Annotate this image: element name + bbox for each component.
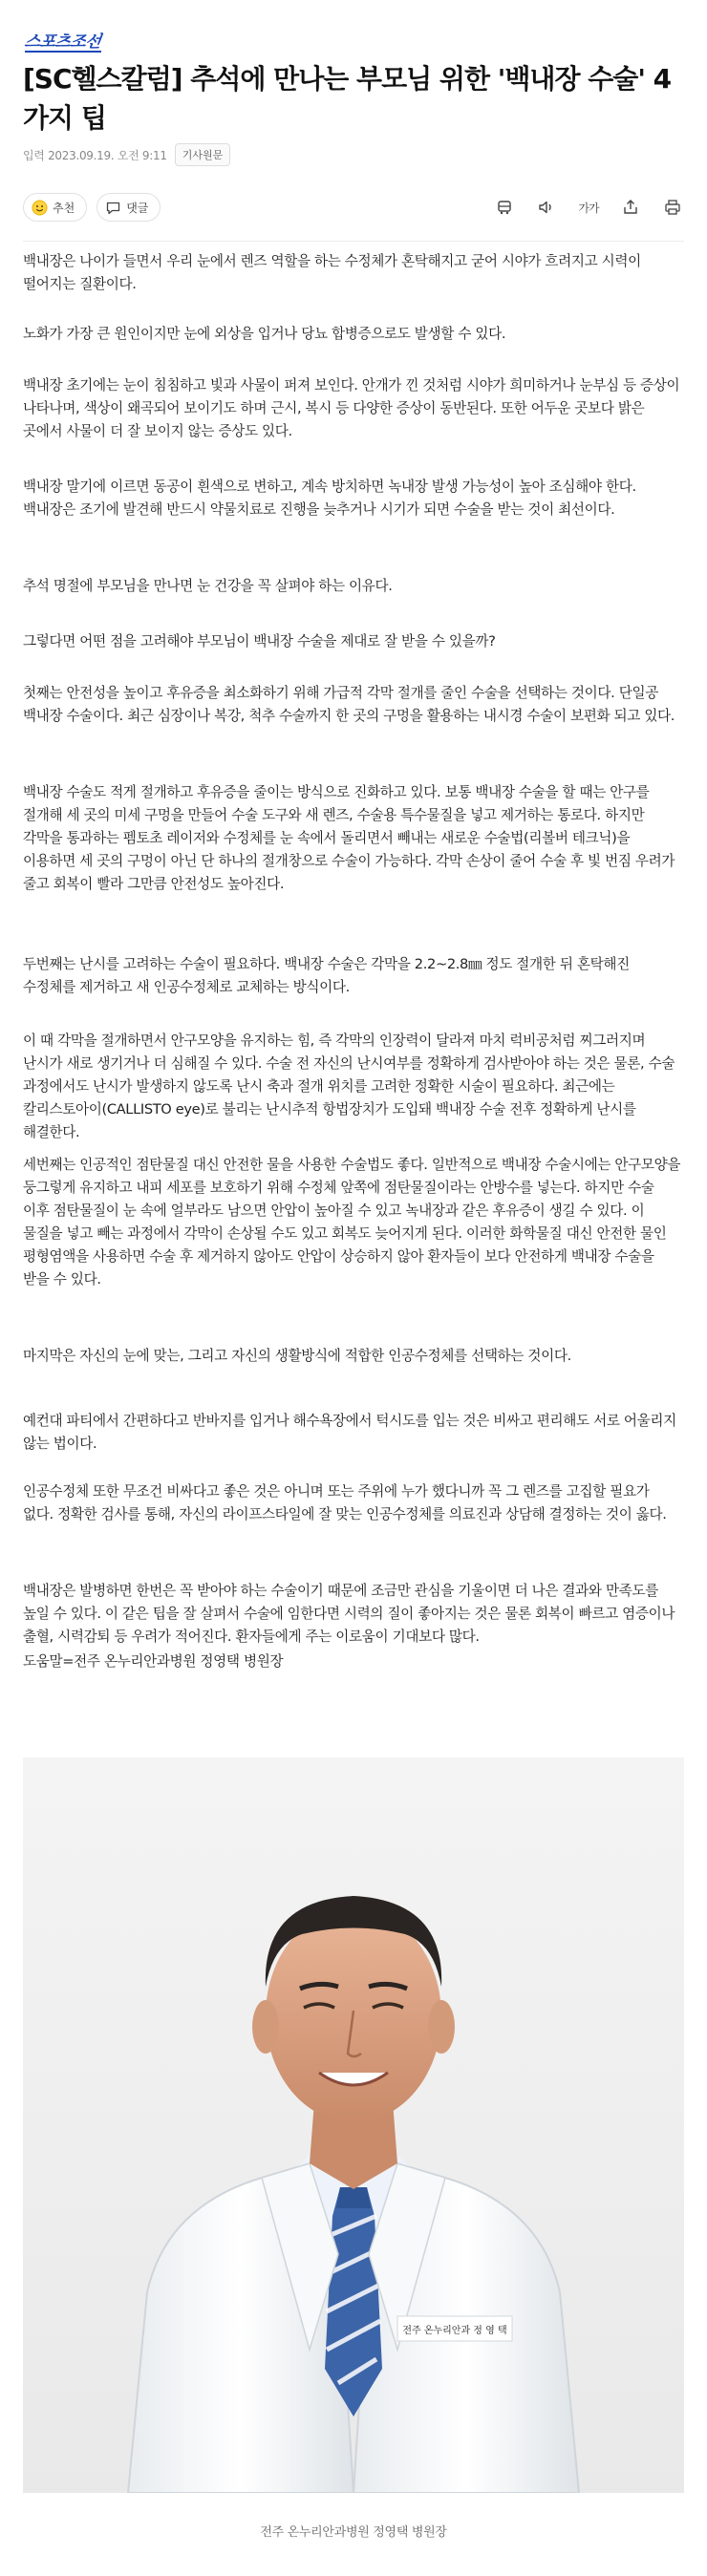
body-paragraph: 백내장 초기에는 눈이 침침하고 빛과 사물이 퍼져 보인다. 안개가 낀 것처럼 시야가 희미하거나 눈부심 등 증상이 나타나며, 색상이 왜곡되어 보이기도 하며 근시, 복시 등 다양한 증상이 동반된다. 또한 어두운 곳보다 밝은 곳에서 사물이 더 잘 보이지 않는 증상도 있다. <box>23 377 680 439</box>
action-bar <box>23 191 684 224</box>
speaker-icon[interactable] <box>535 196 558 219</box>
smile-icon <box>32 200 48 216</box>
print-icon[interactable] <box>661 196 684 219</box>
bus-icon[interactable] <box>493 196 516 219</box>
comment-button[interactable] <box>96 193 161 222</box>
recommend-button[interactable] <box>23 193 87 222</box>
article-photo <box>23 1757 684 2493</box>
body-paragraph: 백내장 수술도 적게 절개하고 후유증을 줄이는 방식으로 진화하고 있다. 보통 백내장 수술을 할 때는 안구를 절개해 세 곳의 미세 구멍을 만들어 수술 도구와 새 렌즈, 수술용 특수물질을 넣고 제거하는 통로다. 하지만 각막을 통과하는 펨토초 레이저와 수정체를 눈 속에서 돌리면서 빼내는 새로운 수술법(리볼버 테크닉)을 이용하면 세 곳의 구멍이 아닌 단 하나의 절개창으로 수술이 가능하다. 각막 손상이 줄어 수술 후 빛 번짐 우려가 줄고 회복이 빨라 그만큼 안전성도 높아진다. <box>23 784 675 892</box>
body-paragraph: 그렇다면 어떤 점을 고려해야 부모님이 백내장 수술을 제대로 잘 받을 수 있을까? <box>23 633 496 649</box>
article-tools <box>493 196 684 219</box>
reaction-group <box>23 193 161 222</box>
share-icon[interactable] <box>619 196 642 219</box>
header-divider <box>23 241 684 242</box>
press-logo[interactable] <box>25 29 101 50</box>
photo-caption: 전주 온누리안과병원 정영택 병원장 <box>260 2525 447 2540</box>
font-size-icon[interactable] <box>577 196 600 219</box>
body-paragraph: 두번째는 난시를 고려하는 수술이 필요하다. 백내장 수술은 각막을 2.2~2.8㎜ 정도 절개한 뒤 혼탁해진 수정체를 제거하고 새 인공수정체로 교체하는 방식이다. <box>23 956 630 995</box>
body-paragraph: 백내장은 발병하면 한번은 꼭 받아야 하는 수술이기 때문에 조금만 관심을 기울이면 더 나은 결과와 만족도를 높일 수 있다. 이 같은 팁을 잘 살펴서 수술에 임한다면 시력의 질이 좋아지는 것은 물론 회복이 빠르고 염증이나 출혈, 시력감퇴 등 우려가 적어진다. 환자들에게 주는 이로움이 기대보다 많다. <box>23 1583 675 1645</box>
body-paragraph: 인공수정체 또한 무조건 비싸다고 좋은 것은 아니며 또는 주위에 누가 했다니까 꼭 그 렌즈를 고집할 필요가 없다. 정확한 검사를 통해, 자신의 라이프스타일에 잘 맞는 인공수정체를 의료진과 상담해 결정하는 것이 옳다. <box>23 1483 667 1522</box>
recommend-label: 추천 <box>53 201 75 215</box>
article-meta <box>23 143 230 166</box>
body-paragraph: 백내장 말기에 이르면 동공이 흰색으로 변하고, 계속 방치하면 녹내장 발생 가능성이 높아 조심해야 한다. 백내장은 조기에 발견해 반드시 약물치료로 진행을 늦추거나 시기가 되면 수술을 받는 것이 최선이다. <box>23 479 636 518</box>
press-logo-underline <box>25 51 101 53</box>
article-title: [SC헬스칼럼] 추석에 만나는 부모님 위한 '백내장 수술' 4가지 팁 <box>23 63 672 134</box>
body-paragraph: 마지막은 자신의 눈에 맞는, 그리고 자신의 생활방식에 적합한 인공수정체를 선택하는 것이다. <box>23 1348 571 1364</box>
original-article-link[interactable]: 기사원문 <box>175 143 231 166</box>
doctor-portrait <box>23 1757 684 2493</box>
body-paragraph: 노화가 가장 큰 원인이지만 눈에 외상을 입거나 당뇨 합병증으로도 발생할 수 있다. <box>23 326 506 342</box>
body-paragraph: 백내장은 나이가 들면서 우리 눈에서 렌즈 역할을 하는 수정체가 혼탁해지고 굳어 시야가 흐려지고 시력이 떨어지는 질환이다. <box>23 253 641 292</box>
body-paragraph: 첫째는 안전성을 높이고 후유증을 최소화하기 위해 가급적 각막 절개를 줄인 수술을 선택하는 것이다. 단일공 백내장 수술이다. 최근 심장이나 복강, 척추 수술까지 한 곳의 구멍을 활용하는 내시경 수술이 보편화 되고 있다. <box>23 685 675 724</box>
press-logo-text: 스포츠조선 <box>23 32 102 52</box>
comment-label: 댓글 <box>126 201 149 215</box>
font-size-label: 가가 <box>578 201 599 215</box>
speech-bubble-icon <box>105 200 121 216</box>
body-paragraph: 예컨대 파티에서 간편하다고 반바지를 입거나 해수욕장에서 턱시도를 입는 것은 비싸고 편리해도 서로 어울리지 않는 법이다. <box>23 1413 676 1452</box>
coat-name-badge: 전주 온누리안과 정 영 택 <box>402 2326 507 2336</box>
body-paragraph: 이 때 각막을 절개하면서 안구모양을 유지하는 힘, 즉 각막의 인장력이 달라져 마치 럭비공처럼 찌그러지며 난시가 새로 생기거나 더 심해질 수 있다. 수술 전 자신의 난시여부를 정확하게 검사받아야 하는 것은 물론, 수술 과정에서도 난시가 발생하지 않도록 난시 축과 절개 위치를 고려한 정확한 시술이 필요하다. 최근에는 칼리스토아이(CALLISTO eye)로 불리는 난시추적 항법장치가 도입돼 백내장 수술 전후 정확하게 난시를 해결한다. <box>23 1033 675 1140</box>
body-paragraph: 추석 명절에 부모님을 만나면 눈 건강을 꼭 살펴야 하는 이유다. <box>23 578 393 594</box>
body-paragraph: 세번째는 인공적인 점탄물질 대신 안전한 물을 사용한 수술법도 좋다. 일반적으로 백내장 수술시에는 안구모양을 둥그렇게 유지하고 내피 세포를 보호하기 위해 수정체 앞쪽에 점탄물질이라는 안방수를 넣는다. 하지만 수술 이후 점탄물질이 눈 속에 얼부라도 남으면 안압이 높아질 수 있고 녹내장과 같은 후유증이 생길 수 있다. 이 물질을 넣고 빼는 과정에서 각막이 손상될 수도 있고 회복도 늦어지게 된다. 이러한 화학물질 대신 안전한 물인 평형염액을 사용하면 수술 후 제거하지 않아도 안압이 상승하지 않아 환자들이 보다 안전하게 백내장 수술을 받을 수 있다. <box>23 1157 681 1288</box>
body-source-credit: 도움말=전주 온누리안과병원 정영택 병원장 <box>23 1653 284 1670</box>
published-time: 입력 2023.09.19. 오전 9:11 <box>23 148 167 162</box>
